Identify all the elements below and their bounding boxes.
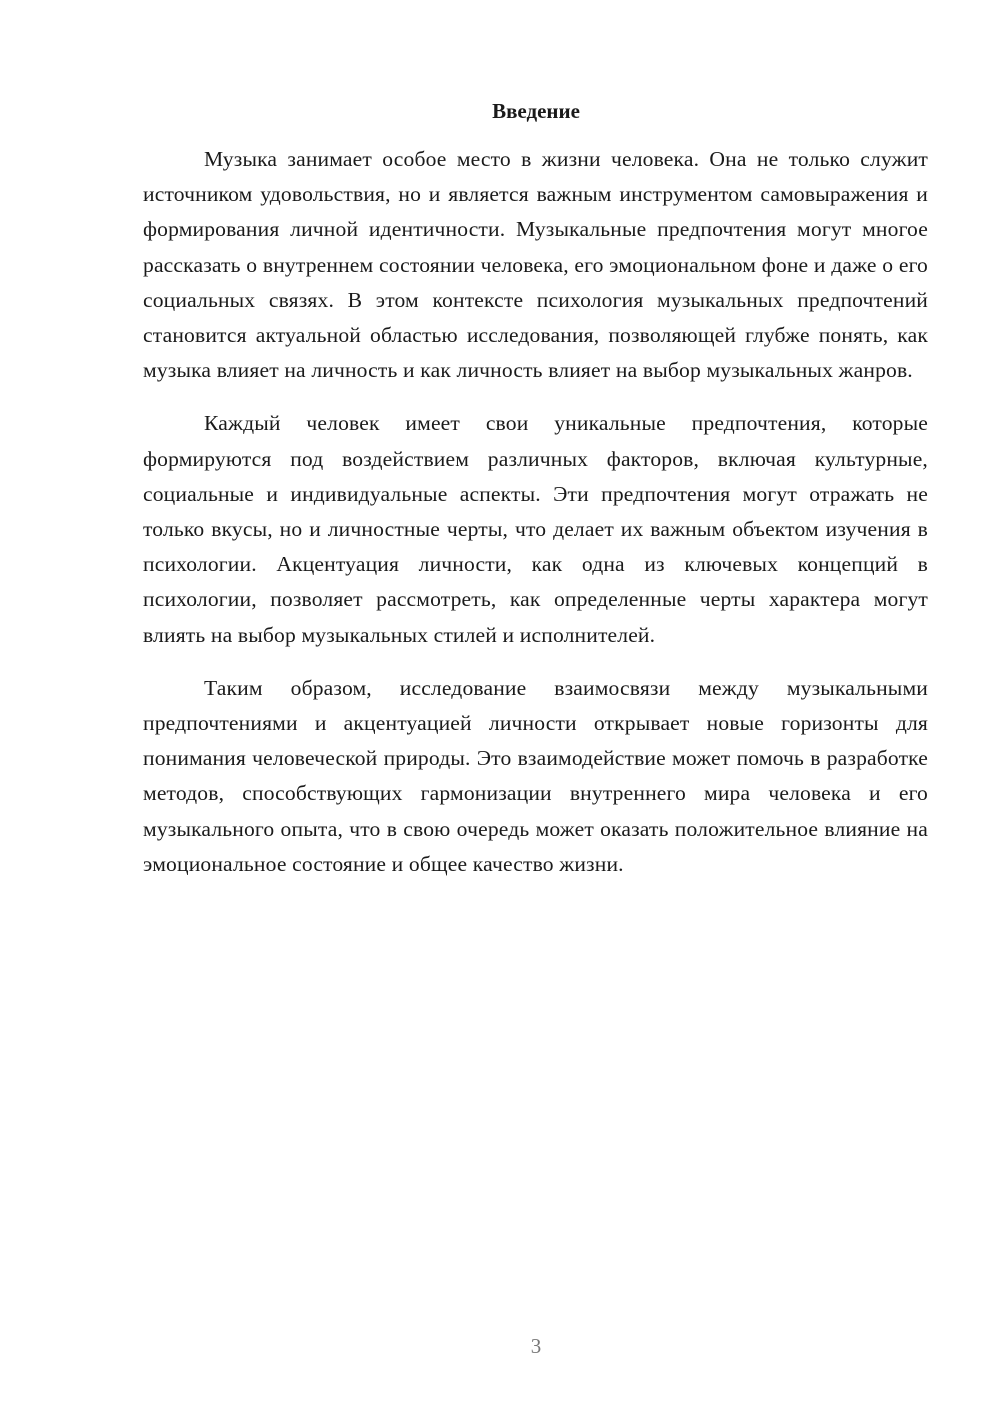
body-text xyxy=(143,142,928,900)
page-number: 3 xyxy=(530,1334,542,1358)
paragraph-2: Каждый человек имеет свои уникальные предпочтения, которые формируются под воздействием различных факторов, включая культурные, социальные и индивидуальные аспекты. Эти предпочтения могут отражать не только вкусы, но и личностные черты, что делает их важным объектом изучения в психологии. Акцентуация личности, как одна из ключевых концепций в психологии, позволяет рассмотреть, как определенные черты характера могут влиять на выбор музыкальных стилей и исполнителей. xyxy=(143,411,928,647)
paragraph-1: Музыка занимает особое место в жизни человека. Она не только служит источником удовольствия, но и является важным инструментом самовыражения и формирования личной идентичности. Музыкальные предпочтения могут многое рассказать о внутреннем состоянии человека, его эмоциональном фоне и даже о его социальных связях. В этом контексте психология музыкальных предпочтений становится актуальной областью исследования, позволяющей глубже понять, как музыка влияет на личность и как личность влияет на выбор музыкальных жанров. xyxy=(143,147,928,383)
paragraph-3: Таким образом, исследование взаимосвязи между музыкальными предпочтениями и акцентуацией личности открывает новые горизонты для понимания человеческой природы. Это взаимодействие может помочь в разработке методов, способствующих гармонизации внутреннего мира человека и его музыкального опыта, что в свою очередь может оказать положительное влияние на эмоциональное состояние и общее качество жизни. xyxy=(143,675,928,876)
section-title: Введение xyxy=(492,99,580,123)
